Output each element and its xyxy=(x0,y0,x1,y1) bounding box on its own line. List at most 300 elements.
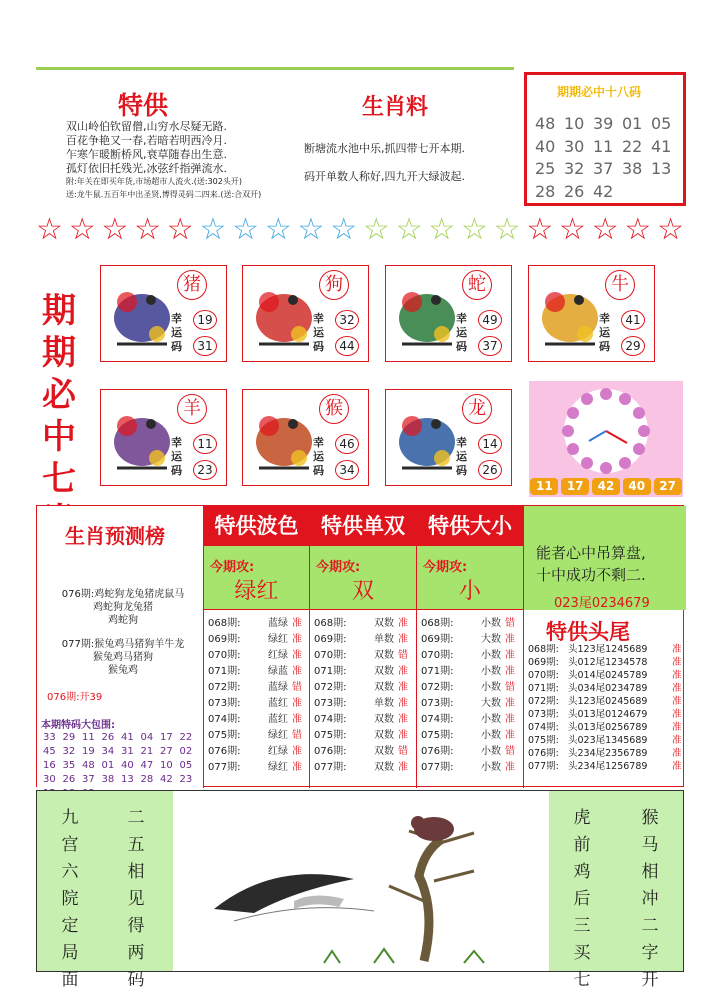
code-number: 37 xyxy=(593,159,614,178)
lucky-char: 码 xyxy=(313,340,324,353)
result: 准 xyxy=(505,634,515,645)
eighteen-codes-grid xyxy=(535,113,685,203)
period: 069期: xyxy=(421,634,454,645)
poem-note: 附:年关在即买年货,市场超市人流火.(送:302头开) xyxy=(66,177,242,186)
snake-papercut-icon xyxy=(392,274,462,354)
result: 错 xyxy=(505,618,515,629)
pack-number: 16 xyxy=(43,760,56,771)
clock-number: 42 xyxy=(592,478,620,495)
result-row xyxy=(421,664,517,680)
period: 074期: xyxy=(528,722,559,733)
predict-open: 076期:开39 xyxy=(47,692,103,703)
result: 错 xyxy=(292,682,302,693)
code-number: 11 xyxy=(593,136,614,156)
bose-column xyxy=(203,506,309,788)
zodiac-name: 羊 xyxy=(177,394,207,424)
zodiac-card xyxy=(100,265,227,362)
ox-papercut-icon xyxy=(535,274,605,354)
pack-number: 47 xyxy=(140,760,154,771)
star-icon: ☆ xyxy=(297,212,325,247)
code-number: 13 xyxy=(651,159,672,178)
verse-char: 相 xyxy=(641,862,659,882)
verse-char: 院 xyxy=(61,889,79,909)
value: 大数 xyxy=(481,634,501,645)
period: 076期: xyxy=(314,746,347,757)
poem-notes xyxy=(66,175,261,201)
lucky-char: 运 xyxy=(313,450,324,463)
result-row xyxy=(208,728,304,744)
value: 蓝红 xyxy=(268,714,288,725)
lucky-char: 码 xyxy=(456,340,467,353)
result-row xyxy=(208,696,304,712)
poem-line: 孤灯依旧托残光,冰弦纤指弹流水. xyxy=(66,162,227,175)
lucky-char: 幸 xyxy=(313,312,324,325)
code-number: 40 xyxy=(535,136,556,156)
result: 准 xyxy=(292,762,302,773)
lucky-char: 幸 xyxy=(599,312,610,325)
attack-label: 今期攻: xyxy=(210,560,255,575)
period: 073期: xyxy=(208,698,241,709)
touwei-row xyxy=(528,643,684,656)
star-icon: ☆ xyxy=(362,212,390,247)
predict-line: 鸡蛇狗 xyxy=(108,615,138,626)
period: 071期: xyxy=(208,666,241,677)
star-icon: ☆ xyxy=(101,212,129,247)
value: 蓝绿 xyxy=(268,682,288,693)
result: 准 xyxy=(672,696,682,707)
clock-icon xyxy=(529,381,683,477)
verse-char: 三 xyxy=(573,916,591,936)
value: 小数 xyxy=(481,650,501,661)
value: 小数 xyxy=(481,746,501,757)
value: 双数 xyxy=(374,650,394,661)
shengxiao-predict-panel xyxy=(37,506,203,788)
pack-number: 33 xyxy=(43,732,56,743)
attack-value: 小 xyxy=(458,579,481,604)
predict-076 xyxy=(45,588,201,627)
poem-line: 双山岭伯钦留僧,山穷水尽疑无路. xyxy=(66,120,227,133)
verse-column xyxy=(639,805,661,994)
lucky-number: 11 xyxy=(193,434,217,454)
touwei-rows xyxy=(528,643,684,773)
star-icon: ☆ xyxy=(330,212,358,247)
pack-number: 26 xyxy=(62,774,76,785)
lucky-char: 码 xyxy=(313,464,324,477)
touwei-row xyxy=(528,669,684,682)
daxiao-rows xyxy=(421,616,517,776)
verse-char: 两 xyxy=(127,943,145,963)
value: 绿红 xyxy=(268,634,288,645)
result-row xyxy=(314,680,410,696)
value: 小数 xyxy=(481,682,501,693)
attack-label: 今期攻: xyxy=(423,560,468,575)
zodiac-name: 狗 xyxy=(319,270,349,300)
value: 头013尾0124679 xyxy=(568,709,648,720)
verse-char: 鸡 xyxy=(573,862,591,882)
result-row xyxy=(208,712,304,728)
result: 准 xyxy=(672,644,682,655)
pack-number: 02 xyxy=(179,746,193,757)
verse-line: 十中成功不剩二. xyxy=(536,566,646,584)
code-number: 26 xyxy=(564,181,585,201)
verse-char: 码 xyxy=(127,970,145,990)
predict-title: 生肖预测榜 xyxy=(65,524,165,548)
verse-column xyxy=(59,805,81,994)
verse-char: 得 xyxy=(127,916,145,936)
pack-number: 30 xyxy=(43,774,56,785)
pack-number: 13 xyxy=(121,774,134,785)
value: 单数 xyxy=(374,698,394,709)
star-icon: ☆ xyxy=(36,212,63,247)
result: 错 xyxy=(292,730,302,741)
verse-line: 能者心中吊算盘, xyxy=(536,544,646,562)
star-icon: ☆ xyxy=(591,212,619,247)
touwei-row xyxy=(528,734,684,747)
lucky-char: 码 xyxy=(599,340,610,353)
period: 071期: xyxy=(314,666,347,677)
pack-number: 27 xyxy=(160,746,173,757)
star-row xyxy=(36,210,684,250)
lucky-char: 运 xyxy=(171,450,182,463)
prediction-table xyxy=(36,505,684,787)
dog-papercut-icon xyxy=(249,274,319,354)
poem-line: 百花争艳又一春,若暗若明西冷月. xyxy=(66,134,227,147)
value: 小数 xyxy=(481,762,501,773)
lucky-char: 幸 xyxy=(171,436,182,449)
lucky-number: 14 xyxy=(478,434,502,454)
value: 头234尾1256789 xyxy=(568,761,648,772)
value: 头234尾2356789 xyxy=(568,748,648,759)
verse-char: 定 xyxy=(61,916,79,936)
danshuang-rows xyxy=(314,616,410,776)
code-number: 01 xyxy=(622,114,643,133)
bottom-left-verse xyxy=(37,791,173,990)
result-row xyxy=(208,760,304,776)
value: 头014尾0245789 xyxy=(568,670,648,681)
period: 068期: xyxy=(528,644,559,655)
period: 070期: xyxy=(421,650,454,661)
shengxiao-line: 码开单数人称好,四九开大绿波起. xyxy=(304,170,465,183)
period: 071期: xyxy=(421,666,454,677)
result-row xyxy=(208,616,304,632)
result-row xyxy=(421,696,517,712)
period: 073期: xyxy=(314,698,347,709)
monkey-tree-icon xyxy=(174,791,548,971)
period: 073期: xyxy=(421,698,454,709)
verse-char: 见 xyxy=(127,889,145,909)
top-divider xyxy=(36,67,514,70)
result: 准 xyxy=(505,650,515,661)
value: 小数 xyxy=(481,618,501,629)
value: 绿蓝 xyxy=(268,666,288,677)
result-row xyxy=(421,632,517,648)
period: 072期: xyxy=(528,696,559,707)
result: 错 xyxy=(398,746,408,757)
verse-char: 二 xyxy=(127,808,145,828)
lucky-code-label xyxy=(171,436,185,478)
result: 准 xyxy=(292,698,302,709)
period: 069期: xyxy=(208,634,241,645)
period: 069期: xyxy=(528,657,559,668)
period: 075期: xyxy=(208,730,241,741)
star-icon: ☆ xyxy=(232,212,260,247)
attack-value: 双 xyxy=(351,579,374,604)
bottom-panel xyxy=(36,790,684,990)
touwei-pick: 023尾0234679 xyxy=(554,596,650,611)
value: 大数 xyxy=(481,698,501,709)
result: 错 xyxy=(505,746,515,757)
lucky-number: 29 xyxy=(621,336,645,356)
result: 准 xyxy=(672,670,682,681)
code-number: 25 xyxy=(535,159,556,178)
predict-077 xyxy=(45,638,201,677)
touwei-verse xyxy=(524,506,686,610)
touwei-row xyxy=(528,682,684,695)
zodiac-card xyxy=(385,265,512,362)
pack-number: 41 xyxy=(121,732,134,743)
period: 075期: xyxy=(421,730,454,741)
pack-number: 31 xyxy=(121,746,134,757)
value: 小数 xyxy=(481,730,501,741)
bose-rows xyxy=(208,616,304,776)
verse-char: 猴 xyxy=(641,808,659,828)
result-row xyxy=(421,680,517,696)
value: 双数 xyxy=(374,762,394,773)
pack-number: 34 xyxy=(101,746,115,757)
code-number: 39 xyxy=(593,114,614,133)
pack-number: 23 xyxy=(179,774,193,785)
lucky-number: 26 xyxy=(478,460,502,480)
clock-number: 11 xyxy=(530,478,558,495)
period: 076期: xyxy=(421,746,454,757)
lucky-code-label xyxy=(313,436,327,478)
period: 076期: xyxy=(208,746,241,757)
period: 072期: xyxy=(314,682,347,693)
result-row xyxy=(314,664,410,680)
star-icon: ☆ xyxy=(68,212,96,247)
value: 双数 xyxy=(374,714,394,725)
lucky-char: 幸 xyxy=(456,312,467,325)
lucky-number: 49 xyxy=(478,310,502,330)
period: 077期: xyxy=(314,762,347,773)
result-row xyxy=(208,664,304,680)
value: 双数 xyxy=(374,618,394,629)
result: 准 xyxy=(505,666,515,677)
touwei-row xyxy=(528,656,684,669)
pack-number: 05 xyxy=(179,760,193,771)
shengxiao-line: 断塘流水池中乐,抓四带七开本期. xyxy=(304,142,465,155)
value: 双数 xyxy=(374,746,394,757)
code-number: 22 xyxy=(622,136,643,156)
value: 头123尾0245689 xyxy=(568,696,648,707)
poem xyxy=(66,120,227,176)
value: 头013尾0256789 xyxy=(568,722,648,733)
lucky-number: 31 xyxy=(193,336,217,356)
verse-char: 前 xyxy=(573,835,591,855)
verse-char: 二 xyxy=(641,916,659,936)
verse-char: 宫 xyxy=(61,835,79,855)
pack-number: 29 xyxy=(62,732,76,743)
clock-numbers xyxy=(529,478,683,496)
period: 077期: xyxy=(528,761,559,772)
attack-value: 绿红 xyxy=(234,579,279,604)
code-number: 30 xyxy=(564,136,585,156)
value: 绿红 xyxy=(268,762,288,773)
code-number: 32 xyxy=(564,159,585,178)
pack-number: 17 xyxy=(160,732,173,743)
result-row xyxy=(314,760,410,776)
lucky-number: 46 xyxy=(335,434,359,454)
daxiao-title: 特供大小 xyxy=(417,506,523,546)
period: 072期: xyxy=(208,682,241,693)
zodiac-name: 蛇 xyxy=(462,270,492,300)
lucky-char: 运 xyxy=(599,326,610,339)
period: 070期: xyxy=(314,650,347,661)
danshuang-column xyxy=(309,506,416,788)
result: 准 xyxy=(505,698,515,709)
result: 准 xyxy=(398,634,408,645)
verse-char: 买 xyxy=(573,943,591,963)
star-icon: ☆ xyxy=(526,212,554,247)
touwei-title: 特供头尾 xyxy=(546,620,630,644)
result-row xyxy=(314,728,410,744)
pack-number: 48 xyxy=(82,760,95,771)
result: 准 xyxy=(672,735,682,746)
verse-column xyxy=(125,805,147,994)
period: 074期: xyxy=(314,714,347,725)
lucky-number: 37 xyxy=(478,336,502,356)
star-icon: ☆ xyxy=(460,212,488,247)
result-row xyxy=(421,760,517,776)
star-icon: ☆ xyxy=(199,212,227,247)
period: 074期: xyxy=(421,714,454,725)
lucky-code-label xyxy=(313,312,327,354)
verse-char: 九 xyxy=(61,808,79,828)
period: 068期: xyxy=(314,618,347,629)
tegong-title: 特供 xyxy=(118,91,169,120)
verse-char: 虎 xyxy=(573,808,591,828)
monkey-papercut-icon xyxy=(249,398,319,478)
result: 准 xyxy=(292,714,302,725)
star-icon: ☆ xyxy=(657,212,684,247)
predict-line: 076期:鸡蛇狗龙兔猪虎鼠马 xyxy=(61,589,185,600)
lucky-number: 41 xyxy=(621,310,645,330)
result: 准 xyxy=(292,634,302,645)
pack-number: 37 xyxy=(82,774,95,785)
result: 准 xyxy=(292,618,302,629)
code-number: 28 xyxy=(535,181,556,201)
touwei-column xyxy=(523,506,685,788)
result: 准 xyxy=(505,714,515,725)
result-row xyxy=(208,680,304,696)
result: 准 xyxy=(292,746,302,757)
star-icon: ☆ xyxy=(493,212,521,247)
title-char: 期 xyxy=(42,333,76,373)
result: 错 xyxy=(505,682,515,693)
period: 070期: xyxy=(528,670,559,681)
clock-number: 17 xyxy=(561,478,589,495)
period: 076期: xyxy=(528,748,559,759)
verse-char: 冲 xyxy=(641,889,659,909)
pack-number: 10 xyxy=(160,760,173,771)
result: 准 xyxy=(505,730,515,741)
star-icon: ☆ xyxy=(395,212,423,247)
dragon-papercut-icon xyxy=(392,398,462,478)
pack-number: 01 xyxy=(101,760,115,771)
pack-number: 21 xyxy=(140,746,154,757)
verse-char: 开 xyxy=(641,970,659,990)
period: 077期: xyxy=(208,762,241,773)
result: 准 xyxy=(398,698,408,709)
result: 准 xyxy=(672,657,682,668)
code-number: 42 xyxy=(593,181,614,201)
zodiac-name: 猪 xyxy=(177,270,207,300)
period: 075期: xyxy=(528,735,559,746)
result: 准 xyxy=(672,748,682,759)
zodiac-card xyxy=(242,389,369,486)
verse-char: 局 xyxy=(61,943,79,963)
value: 头023尾1345689 xyxy=(568,735,648,746)
verse-char: 马 xyxy=(641,835,659,855)
lucky-char: 运 xyxy=(456,326,467,339)
zodiac-name: 牛 xyxy=(605,270,635,300)
code-number: 38 xyxy=(622,159,643,178)
lucky-char: 码 xyxy=(171,464,182,477)
title-char: 七 xyxy=(42,459,76,499)
eighteen-codes-box xyxy=(524,72,686,206)
value: 双数 xyxy=(374,682,394,693)
result-row xyxy=(314,744,410,760)
result-row xyxy=(314,712,410,728)
value: 蓝红 xyxy=(268,698,288,709)
lucky-number: 19 xyxy=(193,310,217,330)
predict-line: 077期:猴兔鸡马猪狗羊牛龙 xyxy=(61,639,185,650)
pack-number: 22 xyxy=(179,732,193,743)
clock-number: 40 xyxy=(623,478,651,495)
zodiac-card xyxy=(242,265,369,362)
period: 071期: xyxy=(528,683,559,694)
predict-line: 鸡蛇狗龙兔猪 xyxy=(93,602,153,613)
lucky-char: 运 xyxy=(456,450,467,463)
monkey-on-tree-illustration xyxy=(174,791,548,971)
verse-char: 七 xyxy=(573,970,591,990)
pack-number: 35 xyxy=(62,760,76,771)
result-row xyxy=(314,632,410,648)
period: 072期: xyxy=(421,682,454,693)
value: 红绿 xyxy=(268,746,288,757)
verse-char: 面 xyxy=(61,970,79,990)
pig-papercut-icon xyxy=(107,274,177,354)
result-row xyxy=(421,728,517,744)
result: 准 xyxy=(672,683,682,694)
zodiac-card xyxy=(528,265,655,362)
bose-attack xyxy=(204,546,309,610)
result-row xyxy=(421,648,517,664)
pack-number: 28 xyxy=(140,774,154,785)
pack-number: 42 xyxy=(160,774,173,785)
period: 070期: xyxy=(208,650,241,661)
attack-label: 今期攻: xyxy=(316,560,361,575)
zodiac-card xyxy=(100,389,227,486)
zodiac-name: 猴 xyxy=(319,394,349,424)
shengxiao-title: 生肖料 xyxy=(362,95,429,120)
title-char: 期 xyxy=(42,291,76,331)
code-number: 05 xyxy=(651,114,672,133)
value: 头123尾1245689 xyxy=(568,644,648,655)
lucky-char: 码 xyxy=(171,340,182,353)
title-char: 中 xyxy=(42,417,76,457)
result: 准 xyxy=(398,682,408,693)
